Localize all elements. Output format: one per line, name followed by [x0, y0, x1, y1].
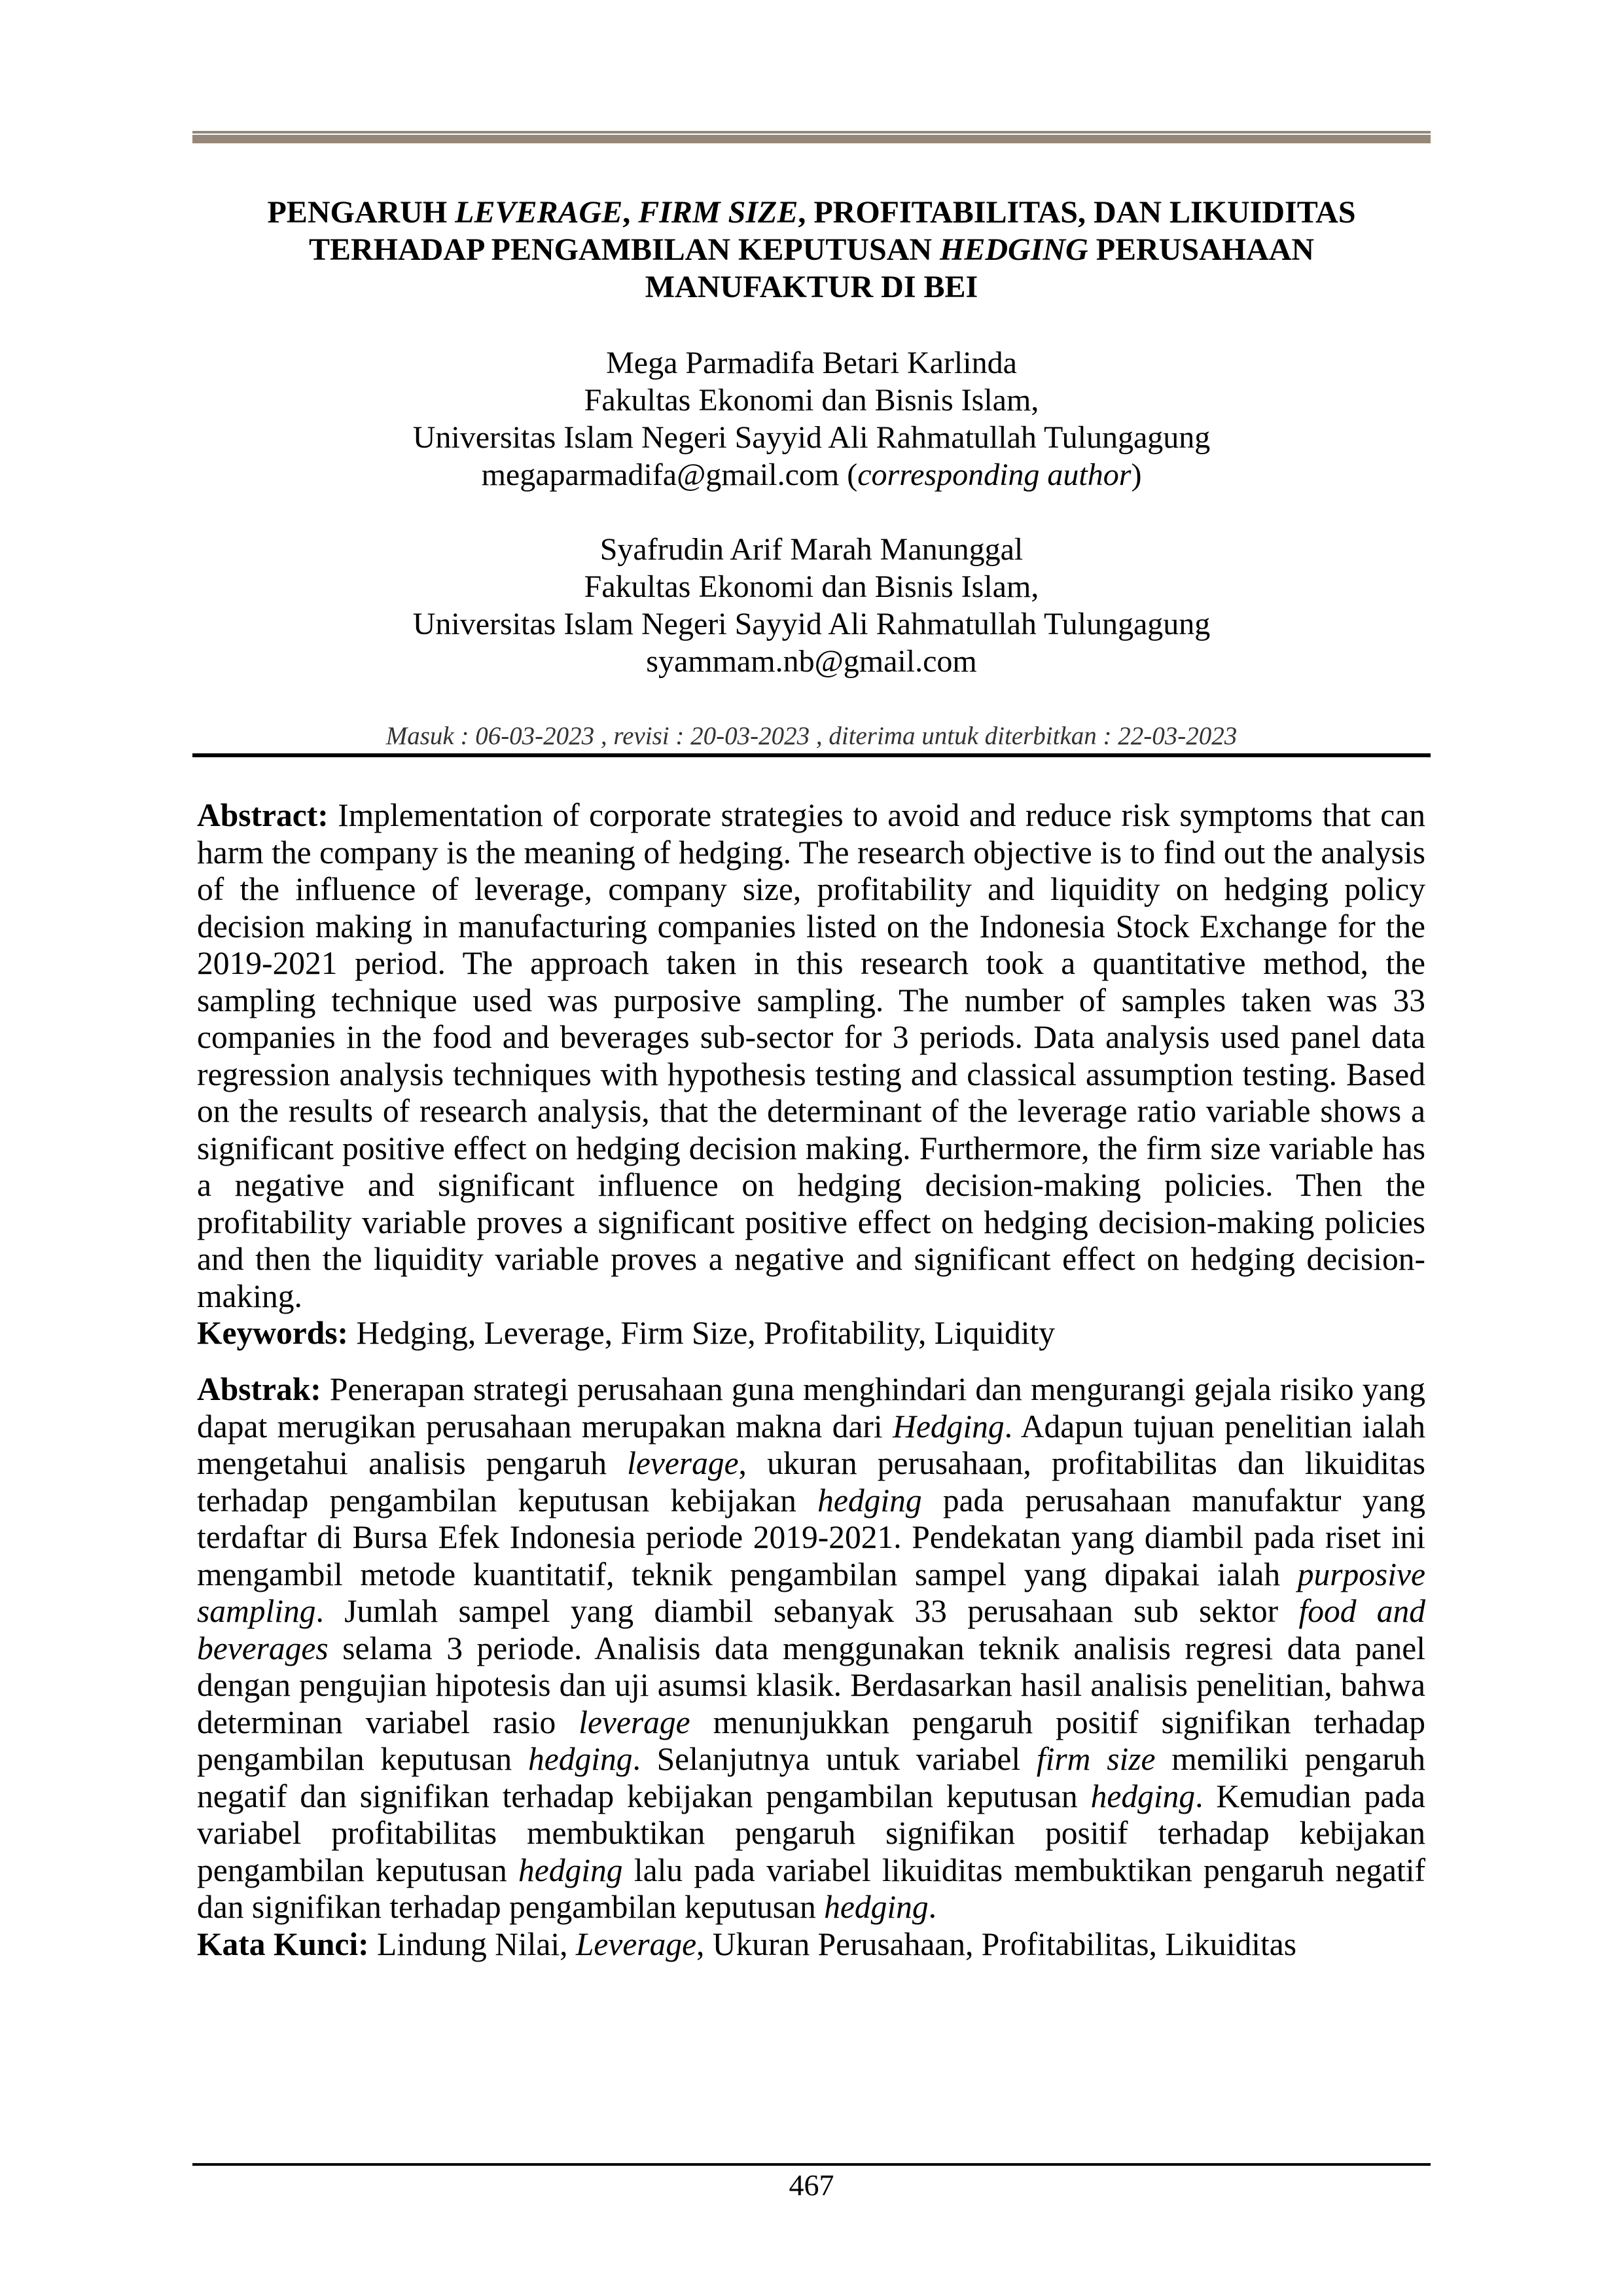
kata-kunci-line [197, 1926, 1425, 1964]
header-rule-thin [192, 131, 1431, 134]
author-faculty: Fakultas Ekonomi dan Bisnis Islam, [584, 383, 1039, 418]
kata-kunci-label: Kata Kunci: [197, 1926, 369, 1962]
author-university: Universitas Islam Negeri Sayyid Ali Rahmatullah Tulungagung [412, 420, 1211, 455]
author-block [192, 531, 1431, 680]
text-run: , ukuran perusahaan, profitabilitas dan likuiditas terhadap pengambilan keputusan kebijakan [197, 1445, 1425, 1518]
author-list [192, 344, 1431, 680]
note-paren-close: ) [1131, 457, 1142, 492]
title-line-1 [192, 194, 1431, 231]
italic-term: hedging [518, 1852, 623, 1888]
text-run: . Selanjutnya untuk variabel [632, 1741, 1037, 1777]
text-run: MANUFAKTUR DI BEI [645, 270, 978, 304]
italic-term: leverage [627, 1445, 739, 1481]
header-separator-rule [192, 753, 1431, 757]
paper-title [192, 194, 1431, 306]
note-paren-open: ( [839, 457, 858, 492]
italic-term: leverage [579, 1704, 690, 1740]
abstrak-body [197, 1371, 1425, 1926]
italic-term: FIRM SIZE [638, 195, 798, 230]
text-run: lalu pada variabel likuiditas membuktikan pengaruh negatif dan signifikan terhadap pengambilan keputusan [197, 1852, 1425, 1925]
text-run: . Adapun tujuan penelitian ialah mengetahui analisis pengaruh [197, 1408, 1425, 1481]
italic-term: hedging [1090, 1778, 1196, 1814]
author-email-line [192, 456, 1431, 493]
abstract-body [197, 797, 1425, 1315]
submission-dates: Masuk : 06-03-2023 , revisi : 20-03-2023 , diterima untuk diterbitkan : 22-03-2023 [385, 722, 1238, 750]
text-run: Penerapan strategi perusahaan guna menghindari dan mengurangi gejala risiko yang dapat merugikan perusahaan merupakan makna dari [197, 1371, 1425, 1444]
author-block [192, 344, 1431, 493]
text-run: PENGARUH [267, 195, 455, 230]
italic-term: firm size [1036, 1741, 1156, 1777]
kata-kunci-text [369, 1926, 1296, 1962]
keywords-text [348, 1315, 1055, 1351]
italic-term: Leverage [575, 1926, 697, 1962]
author-email[interactable]: megaparmadifa@gmail.com [481, 457, 840, 492]
text-run: . Kemudian pada variabel profitabilitas membuktikan pengaruh signifikan positif terhadap kebijakan pengambilan keputusan [197, 1778, 1425, 1888]
abstrak-label: Abstrak: [197, 1371, 321, 1407]
text-run: Lindung Nilai, [368, 1926, 576, 1962]
text-run: , Ukuran Perusahaan, Profitabilitas, Likuiditas [696, 1926, 1296, 1962]
text-run: TERHADAP PENGAMBILAN KEPUTUSAN [308, 232, 940, 267]
text-run: PERUSAHAAN [1088, 232, 1315, 267]
italic-term: food and beverages [197, 1593, 1425, 1666]
author-spacer [192, 493, 1431, 531]
text-run: menunjukkan pengaruh positif signifikan terhadap pengambilan keputusan [197, 1704, 1425, 1777]
title-line-2 [192, 231, 1431, 268]
italic-term: hedging [824, 1889, 929, 1925]
abstract-english [197, 797, 1425, 1352]
text-run: memiliki pengaruh negatif dan signifikan terhadap kebijakan pengambilan keputusan [197, 1741, 1425, 1814]
italic-term: hedging [527, 1741, 633, 1777]
italic-term: purposive sampling [197, 1556, 1425, 1629]
author-name: Mega Parmadifa Betari Karlinda [606, 346, 1017, 380]
footer-rule [192, 2163, 1431, 2166]
italic-term: Hedging [893, 1408, 1005, 1444]
text-run: pada perusahaan manufaktur yang terdaftar di Bursa Efek Indonesia periode 2019-2021. Pendekatan yang diambil pada riset ini mengambil metode kuantitatif, teknik pengambilan sampel yang dipakai ialah [197, 1482, 1425, 1592]
abstract-text [197, 797, 1425, 1314]
abstract-label: Abstract: [197, 797, 329, 833]
text-run: . Jumlah sampel yang diambil sebanyak 33 perusahaan sub sektor [315, 1593, 1299, 1629]
page-number: 467 [789, 2168, 834, 2202]
keywords-label: Keywords: [197, 1315, 348, 1351]
title-line-3 [192, 268, 1431, 306]
text-run: Hedging, Leverage, Firm Size, Profitability, Liquidity [348, 1315, 1056, 1351]
author-name: Syafrudin Arif Marah Manunggal [599, 532, 1024, 567]
abstrak-text [197, 1371, 1425, 1925]
text-run: , [622, 195, 639, 230]
text-run: . [928, 1889, 936, 1925]
author-university: Universitas Islam Negeri Sayyid Ali Rahmatullah Tulungagung [412, 607, 1211, 641]
author-email[interactable]: syammam.nb@gmail.com [646, 644, 977, 679]
italic-term: hedging [817, 1482, 922, 1518]
header-rule-thick [192, 135, 1431, 143]
corresponding-author-note: corresponding author [857, 457, 1132, 492]
abstract-indonesian [197, 1371, 1425, 1963]
italic-term: LEVERAGE [455, 195, 623, 230]
author-faculty: Fakultas Ekonomi dan Bisnis Islam, [584, 569, 1039, 604]
text-run: selama 3 periode. Analisis data menggunakan teknik analisis regresi data panel dengan pengujian hipotesis dan uji asumsi klasik. Berdasarkan hasil analisis penelitian, bahwa determinan variabel rasio [197, 1630, 1425, 1740]
text-run: Implementation of corporate strategies to avoid and reduce risk symptoms that can harm the company is the meaning of hedging. The research objective is to find out the analysis of the influence of leverage, company size, profitability and liquidity on hedging policy decision making in manufacturing companies listed on the Indonesia Stock Exchange for the 2019-2021 period. The approach taken in this research took a quantitative method, the sampling technique used was purposive sampling. The number of samples taken was 33 companies in the food and beverages sub-sector for 3 periods. Data analysis used panel data regression analysis techniques with hypothesis testing and classical assumption testing. Based on the results of research analysis, that the determinant of the leverage ratio variable shows a significant positive effect on hedging decision making. Furthermore, the firm size variable has a negative and significant influence on hedging decision-making policies. Then the profitability variable proves a significant positive effect on hedging decision-making policies and then the liquidity variable proves a negative and significant effect on hedging decision-making. [197, 797, 1425, 1314]
text-run: , PROFITABILITAS, DAN LIKUIDITAS [798, 195, 1356, 230]
italic-term: HEDGING [940, 232, 1088, 267]
keywords-line [197, 1315, 1425, 1352]
